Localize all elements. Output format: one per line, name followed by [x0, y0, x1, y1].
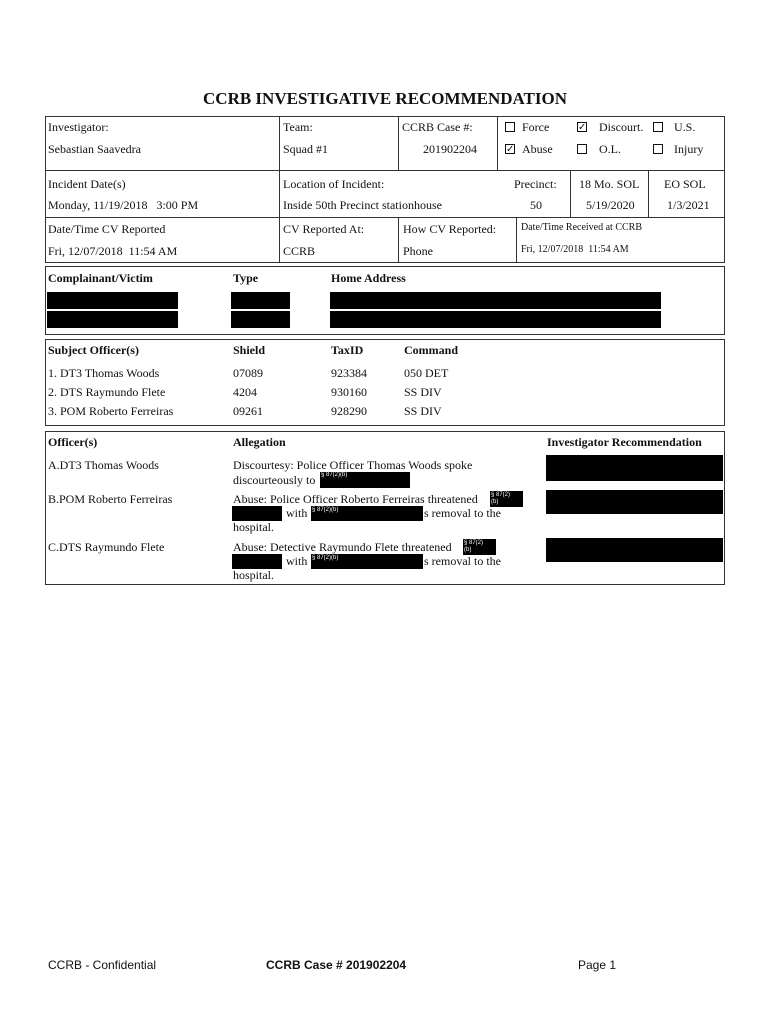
received-at-ccrb-label: Date/Time Received at CCRB — [521, 222, 643, 233]
officer-command: 050 DET — [404, 366, 449, 380]
officer-taxid: 930160 — [331, 385, 367, 399]
allegation-officer: A.DT3 Thomas Woods — [48, 458, 159, 472]
allegation-text: s removal to the — [424, 506, 501, 520]
untruthful-statement-label: U.S. — [674, 120, 696, 134]
officer-shield: 4204 — [233, 385, 257, 399]
sol-18mo-label: 18 Mo. SOL — [579, 177, 640, 191]
redacted-complainant-name — [47, 311, 178, 328]
allegation-text: hospital. — [233, 520, 274, 534]
redaction-code: (b) — [464, 547, 472, 553]
officer-taxid: 923384 — [331, 366, 367, 380]
allegation-text: with — [286, 506, 308, 520]
officer-shield: 09261 — [233, 404, 263, 418]
redaction-block — [232, 506, 282, 521]
page-title: CCRB INVESTIGATIVE RECOMMENDATION — [203, 89, 567, 108]
cv-reported-at-label: CV Reported At: — [283, 222, 365, 236]
offensive-language-checkbox[interactable] — [577, 144, 587, 154]
allegation-header: Allegation — [233, 435, 286, 449]
footer-case-number: CCRB Case # 201902204 — [266, 958, 407, 972]
redaction-block — [232, 554, 282, 569]
eo-sol-label: EO SOL — [664, 177, 706, 191]
incident-date-value: Monday, 11/19/2018 3:00 PM — [48, 198, 199, 212]
redaction-code: § 87(2)(b) — [312, 507, 339, 513]
precinct-value: 50 — [530, 198, 542, 212]
type-header: Type — [233, 271, 259, 285]
taxid-header: TaxID — [331, 343, 364, 357]
officer-taxid: 928290 — [331, 404, 367, 418]
officers-header: Officer(s) — [48, 435, 98, 449]
footer-confidential: CCRB - Confidential — [48, 958, 157, 972]
officer-name: 3. POM Roberto Ferreiras — [48, 404, 174, 418]
allegation-text: s removal to the — [424, 554, 501, 568]
allegation-text: with — [286, 554, 308, 568]
redacted-complainant-type — [231, 292, 290, 309]
shield-header: Shield — [233, 343, 266, 357]
redacted-recommendation — [546, 490, 723, 514]
discourtesy-label: Discourt. — [599, 120, 644, 134]
team-label: Team: — [283, 120, 313, 134]
team-value: Squad #1 — [283, 142, 328, 156]
abuse-label: Abuse — [522, 142, 553, 156]
allegation-text: Discourtesy: Police Officer Thomas Woods spoke — [233, 458, 473, 472]
injury-label: Injury — [674, 142, 704, 156]
redaction-code: § 87(2) — [491, 492, 511, 498]
allegation-officer: C.DTS Raymundo Flete — [48, 540, 165, 554]
injury-checkbox[interactable] — [653, 144, 663, 154]
cv-reported-datetime-label: Date/Time CV Reported — [48, 222, 166, 236]
eo-sol-value: 1/3/2021 — [667, 198, 710, 212]
redacted-complainant-type — [231, 311, 290, 328]
officer-command: SS DIV — [404, 385, 442, 399]
location-value: Inside 50th Precinct stationhouse — [283, 198, 442, 212]
officer-shield: 07089 — [233, 366, 263, 380]
force-checkbox[interactable] — [505, 122, 515, 132]
officer-name: 2. DTS Raymundo Flete — [48, 385, 166, 399]
sol-18mo-value: 5/19/2020 — [586, 198, 635, 212]
redacted-recommendation — [546, 538, 723, 562]
allegation-text: discourteously to — [233, 473, 316, 487]
command-header: Command — [404, 343, 459, 357]
footer-page-number: Page 1 — [578, 958, 617, 972]
how-cv-reported-label: How CV Reported: — [403, 222, 497, 236]
precinct-label: Precinct: — [514, 177, 557, 191]
redacted-complainant-address — [330, 292, 661, 309]
offensive-language-label: O.L. — [599, 142, 621, 156]
case-number-label: CCRB Case #: — [402, 120, 473, 134]
investigator-value: Sebastian Saavedra — [48, 142, 141, 156]
redacted-complainant-address — [330, 311, 661, 328]
home-address-header: Home Address — [331, 271, 406, 285]
cv-reported-datetime-value: Fri, 12/07/2018 11:54 AM — [48, 244, 178, 258]
investigator-recommendation-header: Investigator Recommendation — [547, 435, 702, 449]
redaction-code: § 87(2)(b) — [321, 472, 348, 478]
complainant-header: Complainant/Victim — [48, 271, 153, 285]
abuse-checkbox[interactable]: ✓ — [506, 144, 515, 155]
location-label: Location of Incident: — [283, 177, 385, 191]
how-cv-reported-value: Phone — [403, 244, 433, 258]
redacted-complainant-name — [47, 292, 178, 309]
untruthful-statement-checkbox[interactable] — [653, 122, 663, 132]
allegation-text: Abuse: Police Officer Roberto Ferreiras threatened — [233, 492, 478, 506]
case-number-value: 201902204 — [423, 142, 477, 156]
received-at-ccrb-value: Fri, 12/07/2018 11:54 AM — [521, 244, 629, 255]
redaction-code: § 87(2)(b) — [312, 555, 339, 561]
incident-date-label: Incident Date(s) — [48, 177, 126, 191]
discourtesy-checkbox[interactable]: ✓ — [578, 122, 587, 133]
allegation-officer: B.POM Roberto Ferreiras — [48, 492, 173, 506]
investigator-label: Investigator: — [48, 120, 109, 134]
redacted-recommendation — [546, 455, 723, 481]
redaction-code: (b) — [491, 499, 499, 505]
redaction-code: § 87(2) — [464, 540, 484, 546]
force-label: Force — [522, 120, 550, 134]
officer-command: SS DIV — [404, 404, 442, 418]
cv-reported-at-value: CCRB — [283, 244, 316, 258]
officer-name: 1. DT3 Thomas Woods — [48, 366, 160, 380]
subject-officers-header: Subject Officer(s) — [48, 343, 139, 357]
allegation-text: Abuse: Detective Raymundo Flete threatened — [233, 540, 452, 554]
allegation-text: hospital. — [233, 568, 274, 582]
